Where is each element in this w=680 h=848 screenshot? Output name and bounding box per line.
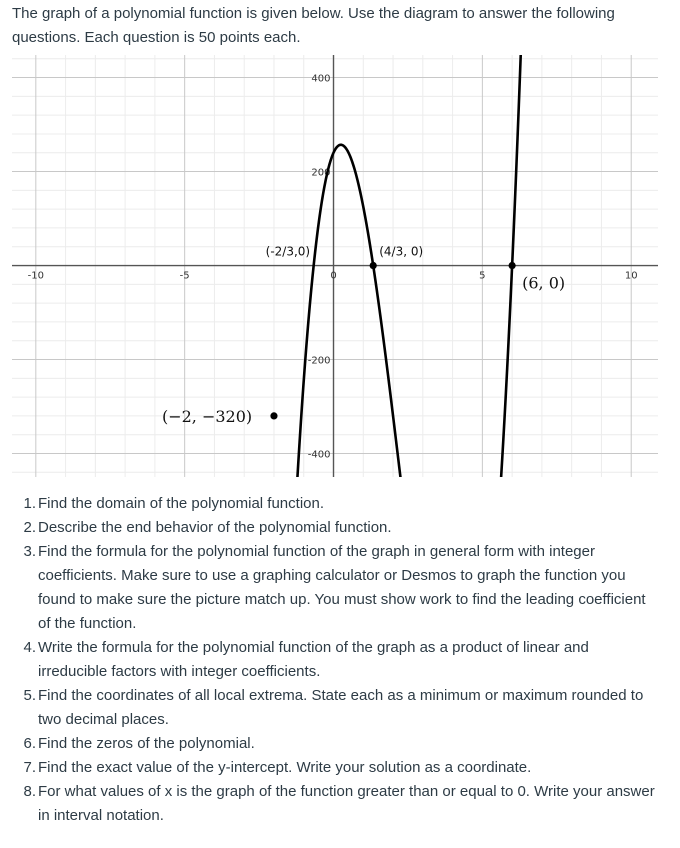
question-number: 4. [23,639,36,656]
point-label: (6, 0) [522,273,566,293]
problem-intro: The graph of a polynomial function is given below. Use the diagram to answer the following questions. Each question is 50 points each. [12,5,615,46]
question-item [23,756,658,780]
question-number: 7. [23,759,36,776]
y-tick-label: -200 [307,355,331,367]
question-number: 6. [23,735,36,752]
question-list [23,492,658,828]
question-number: 2. [23,519,36,536]
question-text: Find the coordinates of all local extrema. State each as a minimum or maximum rounded to two decimal places. [38,687,644,728]
x-tick-label: 10 [624,270,638,282]
question-text: For what values of x is the graph of the function greater than or equal to 0. Write your answer in interval notation. [38,783,655,824]
question-item [23,780,658,828]
question-text: Find the domain of the polynomial function. [38,495,325,512]
question-number: 1. [23,495,36,512]
polynomial-graph [12,55,658,477]
x-tick-label: 0 [330,270,337,282]
question-item [23,684,658,732]
x-tick-label: 5 [479,270,486,282]
question-item [23,732,658,756]
question-number: 5. [23,687,36,704]
question-item [23,636,658,684]
question-number: 3. [23,543,36,560]
x-tick-label: -5 [179,270,190,282]
y-tick-label: 200 [311,167,331,179]
point-label: (-2/3,0) [265,244,311,259]
question-number: 8. [23,783,36,800]
point-label: (−2, −320) [161,406,253,426]
y-tick-label: -400 [307,449,331,461]
question-item [23,516,658,540]
question-text: Describe the end behavior of the polynomial function. [38,519,392,536]
question-item [23,540,658,636]
question-text: Find the zeros of the polynomial. [38,735,255,752]
question-item [23,492,658,516]
point-marker [370,262,377,269]
question-text: Write the formula for the polynomial function of the graph as a product of linear and irreducible factors with integer coefficients. [38,639,589,680]
question-text: Find the formula for the polynomial function of the graph in general form with integer coefficients. Make sure to use a graphing calculator or Desmos to graph the function you found to make sure the picture match up. You must show work to find the leading coefficient of the function. [38,543,646,632]
graph-canvas [12,55,658,477]
point-marker [270,412,277,419]
x-tick-label: -10 [27,270,44,282]
question-text: Find the exact value of the y-intercept. Write your solution as a coordinate. [38,759,532,776]
y-tick-label: 400 [311,73,331,85]
point-label: (4/3, 0) [379,244,424,259]
point-marker [509,262,516,269]
